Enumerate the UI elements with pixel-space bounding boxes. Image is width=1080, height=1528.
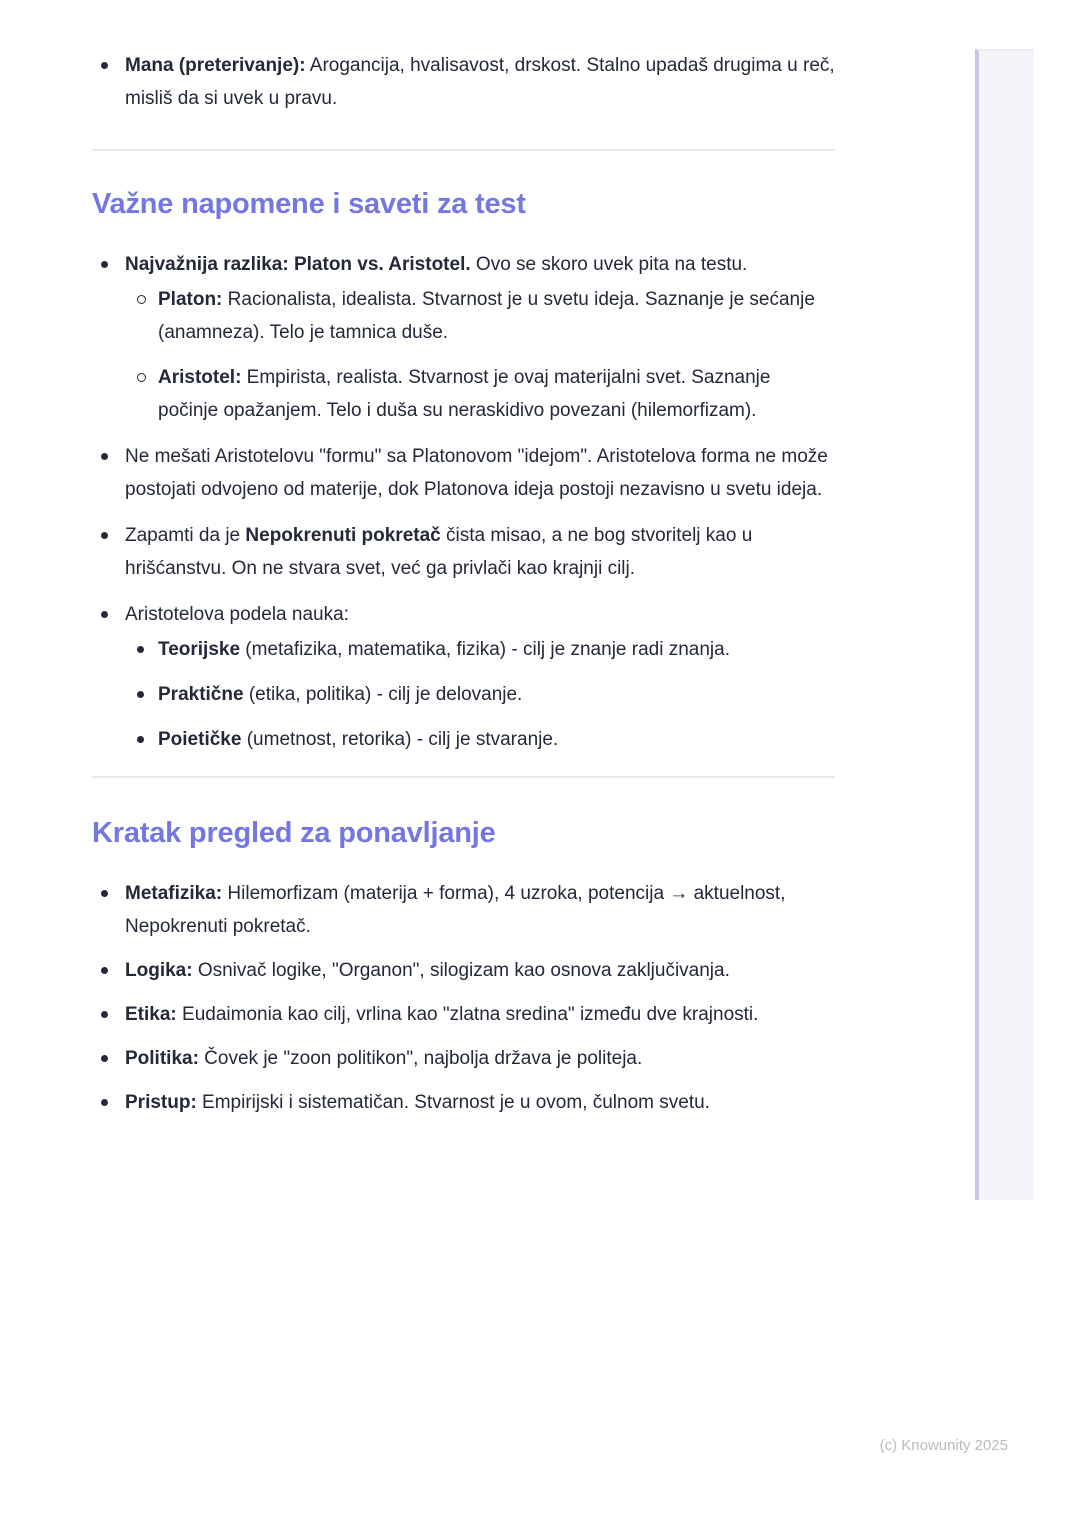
- copyright-text: (c) Knowunity 2025: [879, 1437, 1008, 1454]
- bullet-dot-icon: [92, 440, 125, 506]
- list-item-rest: Eudaimonia kao cilj, vrlina kao "zlatna sredina" između dve krajnosti.: [176, 1004, 759, 1025]
- bullet-dot-icon: [125, 633, 158, 666]
- list-item-lead: Etika:: [125, 1004, 177, 1025]
- divider: [92, 149, 835, 151]
- list-item: [92, 954, 835, 987]
- list-item-rest: Racionalista, idealista. Stvarnost je u svetu ideja. Saznanje je sećanje (anamneza). Telo je tamnica duše.: [158, 289, 815, 343]
- section-heading: Važne napomene i saveti za test: [92, 188, 526, 220]
- list-item: [125, 633, 835, 666]
- list-item: [92, 998, 835, 1031]
- list-item-lead: Najvažnija razlika: Platon vs. Aristotel.: [125, 254, 471, 275]
- list-item-text: [158, 633, 730, 666]
- list-item: [125, 723, 835, 756]
- content-column: [92, 49, 835, 1130]
- list-item: [92, 877, 835, 943]
- sub-list: [125, 283, 835, 427]
- bullet-dot-icon: [92, 877, 125, 943]
- intro-list: [92, 49, 835, 115]
- list-item: [125, 361, 835, 427]
- bullet-dot-icon: [92, 49, 125, 115]
- list-item-text: [125, 49, 835, 115]
- list-item-lead: Pristup:: [125, 1092, 197, 1113]
- section1-list: [92, 248, 835, 756]
- list-item-text: Ne mešati Aristotelovu "formu" sa Platonovom "idejom". Aristotelova forma ne može postojati odvojeno od materije, dok Platonova ideja postoji nezavisno u svetu ideja.: [125, 446, 828, 500]
- list-item: [125, 283, 835, 349]
- list-item-text: [125, 248, 747, 281]
- bullet-dot-icon: [125, 678, 158, 711]
- list-item-rest: Empirijski i sistematičan. Stvarnost je u ovom, čulnom svetu.: [196, 1092, 710, 1113]
- list-item: [92, 248, 835, 427]
- list-item-lead: Politika:: [125, 1048, 199, 1069]
- list-item: [92, 598, 835, 756]
- list-item-lead: Aristotel:: [158, 367, 242, 388]
- list-item-lead: Praktične: [158, 684, 244, 705]
- list-item-text: [158, 678, 522, 711]
- bullet-circle-icon: [125, 283, 158, 349]
- bullet-dot-icon: [92, 1086, 125, 1119]
- bullet-dot-icon: [92, 954, 125, 987]
- list-item-bold: Nepokrenuti pokretač: [245, 525, 441, 546]
- list-item-rest: (etika, politika) - cilj je delovanje.: [243, 684, 523, 705]
- list-item-rest: Hilemorfizam (materija + forma), 4 uzroka, potencija → aktuelnost, Nepokrenuti pokretač.: [125, 883, 786, 937]
- list-item-rest: (metafizika, matematika, fizika) - cilj je znanje radi znanja.: [240, 639, 730, 660]
- list-item: [92, 1042, 835, 1075]
- list-item-rest: (umetnost, retorika) - cilj je stvaranje.: [241, 729, 559, 750]
- divider: [92, 776, 835, 778]
- list-item-rest: Čovek je "zoon politikon", najbolja država je politeja.: [198, 1048, 643, 1069]
- next-page-edge-panel: [975, 49, 1034, 1200]
- list-item-lead: Metafizika:: [125, 883, 223, 904]
- bullet-dot-icon: [92, 598, 125, 631]
- bullet-circle-icon: [125, 361, 158, 427]
- bullet-dot-icon: [125, 723, 158, 756]
- list-item-rest: Osnivač logike, "Organon", silogizam kao osnova zaključivanja.: [192, 960, 730, 981]
- list-item-lead: Poietičke: [158, 729, 242, 750]
- list-item-text: [125, 519, 835, 585]
- list-item-lead: Logika:: [125, 960, 193, 981]
- list-item-text: [125, 954, 730, 987]
- list-item-post: čista misao, a ne bog stvoritelj kao u hrišćanstvu. On ne stvara svet, već ga privlači kao krajnji cilj.: [125, 525, 753, 579]
- section2-list: [92, 877, 835, 1119]
- list-item-rest: Empirista, realista. Stvarnost je ovaj materijalni svet. Saznanje počinje opažanjem. Telo i duša su neraskidivo povezani (hilemorfizam).: [158, 367, 771, 421]
- list-item-rest: Ovo se skoro uvek pita na testu.: [470, 254, 748, 275]
- list-item-lead: Platon:: [158, 289, 223, 310]
- list-item-text: [158, 283, 835, 349]
- section-heading: Kratak pregled za ponavljanje: [92, 817, 496, 849]
- sub-list: [125, 633, 835, 756]
- list-item-text: [125, 1086, 710, 1119]
- list-item-text: Aristotelova podela nauka:: [125, 604, 349, 625]
- list-item: [92, 440, 835, 506]
- list-item-text: [125, 877, 835, 943]
- list-item-text: [125, 998, 758, 1031]
- bullet-dot-icon: [92, 519, 125, 585]
- list-item: [125, 678, 835, 711]
- list-item-lead: Mana (preterivanje):: [125, 55, 306, 76]
- bullet-dot-icon: [92, 1042, 125, 1075]
- bullet-dot-icon: [92, 248, 125, 281]
- bullet-dot-icon: [92, 998, 125, 1031]
- list-item-text: [158, 361, 835, 427]
- list-item-text: [158, 723, 558, 756]
- list-item-text: [125, 1042, 642, 1075]
- list-item-lead: Teorijske: [158, 639, 241, 660]
- list-item: [92, 519, 835, 585]
- list-item: [92, 49, 835, 115]
- list-item-rest: Arogancija, hvalisavost, drskost. Stalno upadaš drugima u reč, misliš da si uvek u pravu.: [125, 55, 835, 109]
- list-item-pre: Zapamti da je: [125, 525, 246, 546]
- list-item: [92, 1086, 835, 1119]
